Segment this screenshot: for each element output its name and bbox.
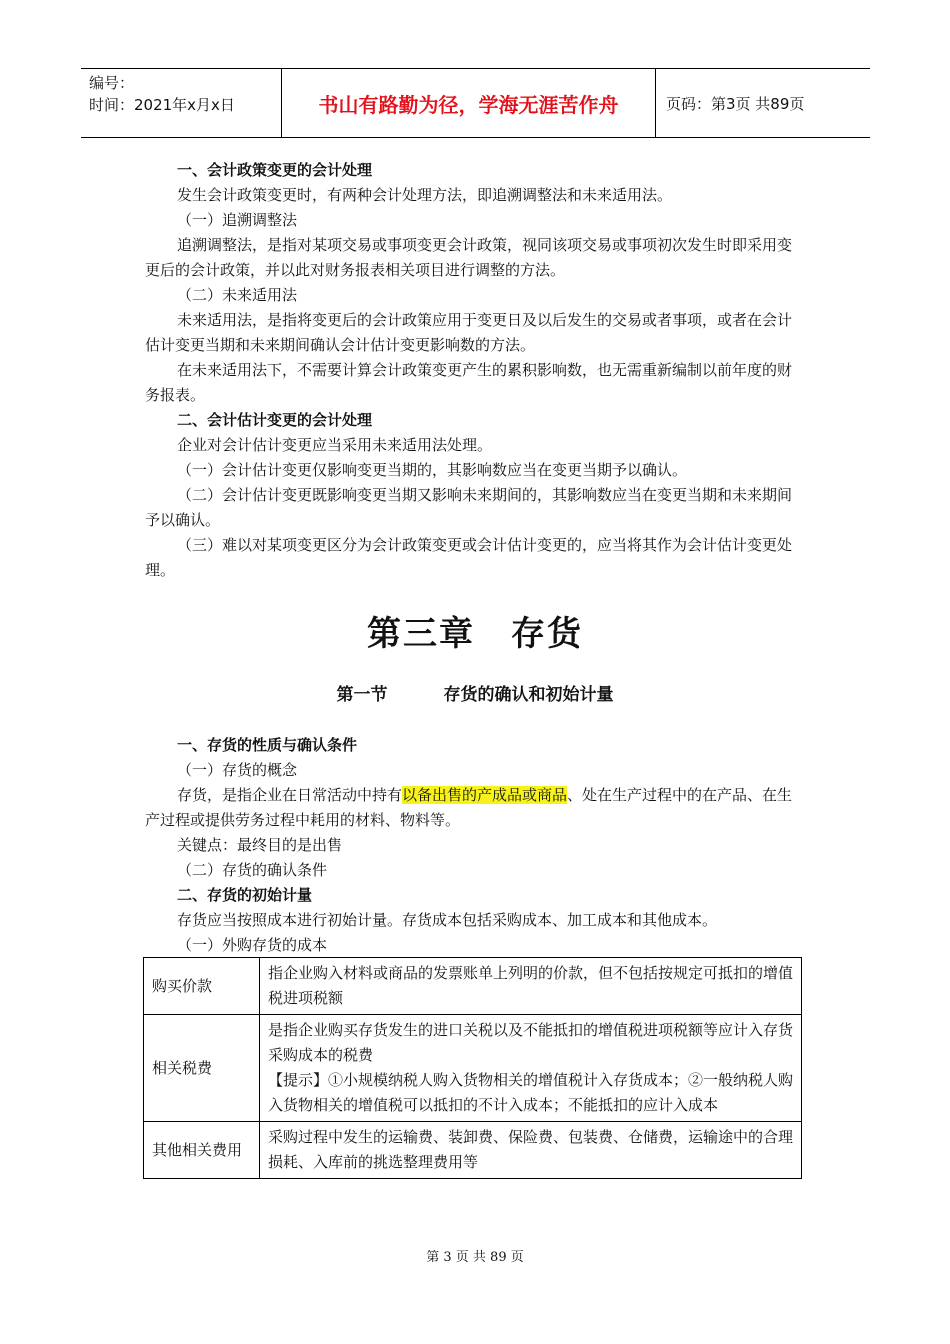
section1-p3: 未来适用法，是指将变更后的会计政策应用于变更日及以后发生的交易或者事项，或者在会计估计变更当期和未来期间确认会计估计变更影响数的方法。 [145,311,793,354]
definition-post: 、处在生产过程中的在产品、在生产过程或提供劳务过程中耗用的材料、物料等。 [145,786,793,829]
table-row [144,1122,802,1179]
page-footer: 第 3 页 共 89 页 [426,1250,524,1265]
section2-title: 二、会计估计变更的会计处理 [177,411,373,429]
header-number: 编号： [89,74,135,92]
section2-item1: （一）会计估计变更仅影响变更当期的，其影响数应当在变更当期予以确认。 [177,461,688,479]
header-motto: 书山有路勤为径，学海无涯苦作舟 [282,69,656,137]
section2-item3: （三）难以对某项变更区分为会计政策变更或会计估计变更的，应当将其作为会计估计变更处理。 [145,536,793,579]
table-key: 购买价款 [144,958,260,1015]
section-title: 存货的确认和初始计量 [443,685,614,705]
section-accounting-change [145,158,800,583]
purchase-cost-table [143,957,802,1179]
table-value-text: 是指企业购买存货发生的进口关税以及不能抵扣的增值税进项税额等应计入存货采购成本的税费 [268,1021,794,1064]
header-meta [81,69,282,137]
part1-definition [145,783,800,833]
section2-p1: 企业对会计估计变更应当采用未来适用法处理。 [177,436,493,454]
section1-p1: 发生会计政策变更时，有两种会计处理方法，即追溯调整法和未来适用法。 [177,186,673,204]
header-date: 时间：2021年x月x日 [89,96,235,114]
table-value: 指企业购入材料或商品的发票账单上列明的价款，但不包括按规定可抵扣的增值税进项税额 [260,958,802,1015]
table-value: 采购过程中发生的运输费、装卸费、保险费、包装费、仓储费，运输途中的合理损耗、入库前的挑选整理费用等 [260,1122,802,1179]
part2-title: 二、存货的初始计量 [177,886,313,904]
section-inventory [145,733,800,958]
table-key: 其他相关费用 [144,1122,260,1179]
definition-pre: 存货，是指企业在日常活动中持有 [177,786,403,804]
section2-item2: （二）会计估计变更既影响变更当期又影响未来期间的，其影响数应当在变更当期和未来期间予以确认。 [145,486,793,529]
part1-sub2: （二）存货的确认条件 [177,861,328,879]
part2-p1: 存货应当按照成本进行初始计量。存货成本包括采购成本、加工成本和其他成本。 [177,911,718,929]
table-row [144,958,802,1015]
part1-key: 关键点：最终目的是出售 [177,836,343,854]
chapter-title: 第三章 存货 [367,614,583,654]
table-row [144,1015,802,1122]
table-value [260,1015,802,1122]
table-tip: 【提示】①小规模纳税人购入货物相关的增值税计入存货成本；②一般纳税人购入货物相关的增值税可以抵扣的不计入成本；不能抵扣的应计入成本 [268,1071,794,1114]
section1-p4: 在未来适用法下，不需要计算会计政策变更产生的累积影响数，也无需重新编制以前年度的财务报表。 [145,361,793,404]
section1-sub2: （二）未来适用法 [177,286,298,304]
section1-sub1: （一）追溯调整法 [177,211,298,229]
header-page-label: 页码：第3页 共89页 [666,94,805,113]
page-header [81,68,870,138]
definition-highlight: 以备出售的产成品或商品 [402,786,568,804]
part1-sub1: （一）存货的概念 [177,761,298,779]
section-heading [0,680,950,705]
section1-p2: 追溯调整法，是指对某项交易或事项变更会计政策，视同该项交易或事项初次发生时即采用变更后的会计政策，并以此对财务报表相关项目进行调整的方法。 [145,236,793,279]
part1-title: 一、存货的性质与确认条件 [177,736,358,754]
table-key: 相关税费 [144,1015,260,1122]
section-number: 第一节 [336,685,388,705]
section1-title: 一、会计政策变更的会计处理 [177,161,373,179]
part2-sub1: （一）外购存货的成本 [177,936,328,954]
